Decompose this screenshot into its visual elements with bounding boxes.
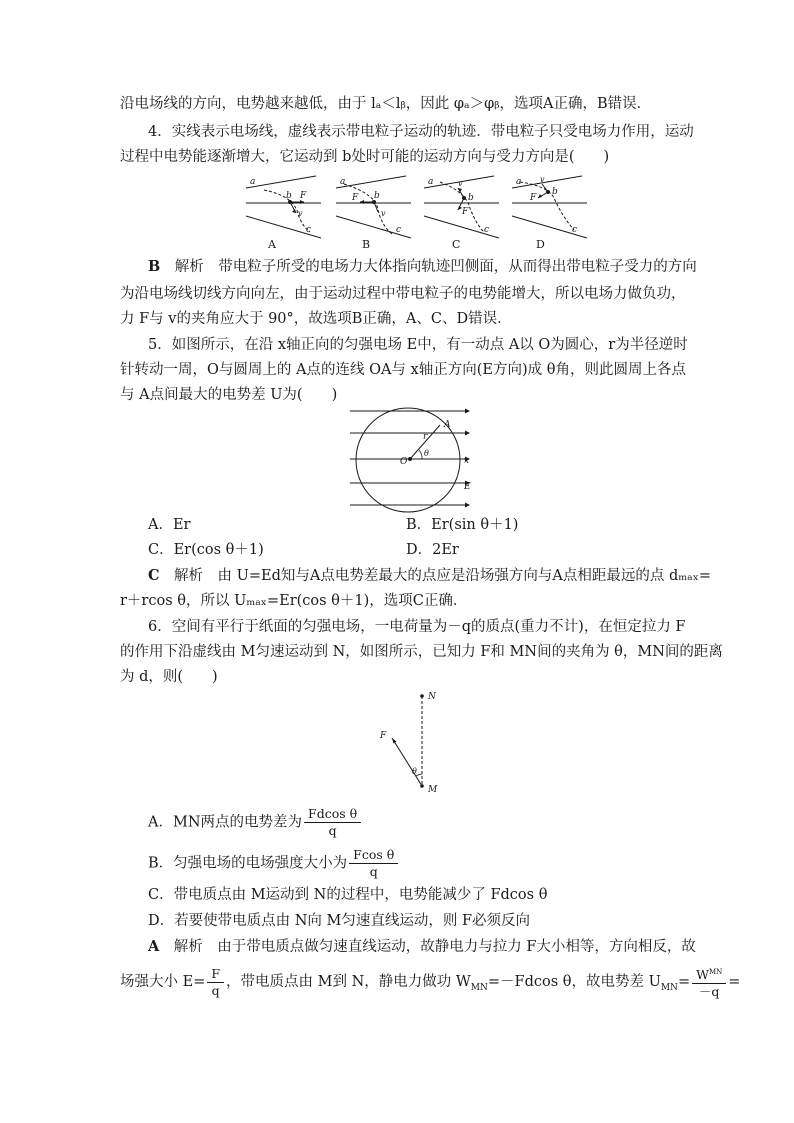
question-4-stem: 4．实线表示电场线，虚线表示带电粒子运动的轨迹．带电粒子只受电场力作用，运动: [148, 124, 694, 140]
fraction: $\frac{\text{Fdcos θ}}{q}$: [304, 806, 361, 839]
q4-option-label: B: [362, 238, 371, 250]
fig-label: θ: [424, 449, 429, 458]
question-6-stem-cont: 为 d，则( ): [120, 669, 218, 685]
q4-figure-a: [246, 176, 321, 250]
fig-label: b: [552, 187, 558, 197]
fig-label: a: [516, 177, 522, 187]
q5-option-c: C．Er(cos θ＋1): [148, 542, 264, 558]
fig-label: O: [400, 457, 408, 467]
fraction: $\frac{F}{q}$: [207, 966, 224, 999]
fig-label: v: [540, 175, 545, 184]
fig-label: b: [468, 193, 474, 203]
question-4-analysis-cont: 为沿电场线切线方向向左，由于运动过程中带电粒子的电势能增大，所以电场力做负功，: [120, 286, 686, 302]
question-5-figure: [340, 405, 480, 513]
question-5-analysis: [148, 565, 712, 587]
answer-letter: C: [148, 567, 160, 584]
fig-label: b: [286, 191, 292, 201]
fig-label: v: [298, 209, 303, 218]
q4-figure-b: [336, 176, 411, 250]
fraction: $\frac{W^{MN}}{-q}$: [692, 964, 726, 1000]
fig-label: c: [484, 225, 490, 235]
fig-label: b: [374, 191, 380, 201]
fig-label: M: [428, 785, 438, 795]
question-5-analysis-cont: r＋rcos θ，所以 Uₘₐₓ=Er(cos θ＋1)，选项C正确．: [120, 593, 468, 609]
fig-label: E: [464, 482, 471, 492]
fig-label: a: [340, 177, 346, 187]
answer-letter: B: [148, 258, 161, 275]
analysis-text: 解析 由 U=Ed知与A点电势差最大的点应是沿场强方向与A点相距最远的点 dₘₐₓ=: [174, 568, 712, 584]
question-4-analysis: [148, 256, 708, 278]
fig-label: θ: [412, 767, 417, 776]
fig-label: a: [250, 177, 256, 187]
q4-option-label: D: [536, 238, 545, 250]
answer-letter: A: [148, 938, 160, 955]
q6-option-a: A．MN两点的电势差为 $\frac{\text{Fdcos θ}}{q}$: [148, 806, 363, 839]
fig-label: F: [380, 731, 387, 741]
q5-option-a: A．Er: [148, 517, 191, 533]
q4-option-label: A: [268, 238, 276, 250]
q5-option-b: B．Er(sin θ＋1): [406, 517, 519, 533]
q6-option-c: C．带电质点由 M运动到 N的过程中，电势能减少了 Fdcos θ: [148, 887, 548, 903]
q4-option-label: C: [452, 238, 461, 250]
fig-label: N: [428, 692, 436, 702]
fig-label: c: [306, 225, 312, 235]
fig-label: a: [428, 177, 434, 187]
q4-figure-c: [424, 176, 499, 250]
fig-label: c: [572, 225, 578, 235]
fig-label: v: [381, 209, 386, 218]
question-6-figure: [374, 688, 444, 796]
question-6-analysis: [148, 936, 708, 958]
analysis-text: 解析 带电粒子所受的电场力大体指向轨迹凹侧面，从而得出带电粒子受力的方向: [174, 259, 697, 275]
q6-option-d: D．若要使带电质点由 N向 M匀速直线运动，则 F必须反向: [148, 913, 531, 929]
fig-label: v: [458, 179, 463, 188]
fig-label: x: [464, 456, 470, 466]
fig-label: F: [300, 191, 307, 201]
question-6-analysis-cont: 场强大小 E= $\frac{F}{q}$ ，带电质点由 M到 N，静电力做功 $W_{MN}=-Fdcos$ θ，故电势差 $U_{MN}=$ $\frac{W^{MN}}{-q}$ =: [120, 965, 741, 1000]
question-6-stem: 6．空间有平行于纸面的匀强电场，一电荷量为－q的质点(重力不计)，在恒定拉力 F: [148, 619, 686, 635]
question-5-stem: 5．如图所示，在沿 x轴正向的匀强电场 E中，有一动点 A以 O为圆心，r为半径逆时: [148, 337, 688, 353]
text-line: 沿电场线的方向，电势越来越低，由于 lₐ＜lᵦ，因此 φₐ＞φᵦ，选项A正确，B错误．: [120, 96, 652, 112]
question-4-stem-cont: 过程中电势能逐渐增大，它运动到 b处时可能的运动方向与受力方向是( ): [120, 149, 610, 165]
fig-label: r: [423, 432, 428, 442]
fig-label: A: [444, 420, 451, 430]
q6-option-b: B．匀强电场的电场强度大小为 $\frac{\text{Fcos θ}}{q}$: [148, 847, 400, 880]
question-5-stem-cont: 针转动一周，O与圆周上的 A点的连线 OA与 x轴正方向(E方向)成 θ角，则此圆周上各点: [120, 362, 686, 378]
fig-label: c: [396, 225, 402, 235]
question-4-analysis-cont: 力 F与 v的夹角应大于 90°，故选项B正确，A、C、D错误．: [120, 311, 512, 327]
q4-figure-d: [512, 175, 587, 250]
q5-option-d: D．2Er: [406, 542, 459, 558]
question-5-stem-cont: 与 A点间最大的电势差 U为( ): [120, 387, 338, 403]
question-6-stem-cont: 的作用下沿虚线由 M匀速运动到 N，如图所示，已知力 F和 MN间的夹角为 θ，MN间的距离: [120, 644, 723, 660]
question-4-figures: [236, 168, 596, 250]
fig-label: F: [530, 193, 537, 203]
analysis-text: 解析 由于带电质点做匀速直线运动，故静电力与拉力 F大小相等，方向相反，故: [173, 939, 696, 955]
fraction: $\frac{\text{Fcos θ}}{q}$: [349, 847, 398, 880]
fig-label: F: [462, 207, 469, 217]
fig-label: F: [352, 193, 359, 203]
